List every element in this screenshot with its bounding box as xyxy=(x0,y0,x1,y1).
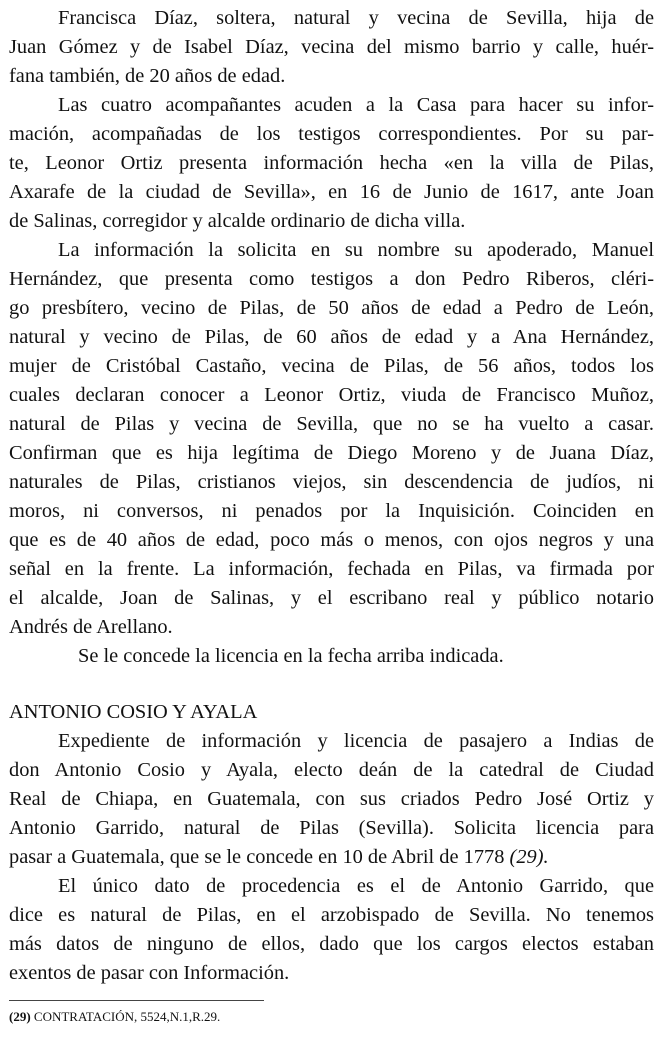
paragraph-5-line-1: El único dato de procedencia es el de Antonio Garrido, que xyxy=(58,875,654,897)
paragraph-3-line-8: Confirman que es hija legítima de Diego Moreno y de Juana Díaz, xyxy=(9,442,654,464)
paragraph-4-line-1: Expediente de información y licencia de pasajero a Indias de xyxy=(58,730,654,752)
paragraph-5-line-2: dice es natural de Pilas, en el arzobispado de Sevilla. No tenemos xyxy=(9,904,654,926)
paragraph-3-line-13: el alcalde, Joan de Salinas, y el escribano real y público notario xyxy=(9,587,654,609)
paragraph-1-line-3: fana también, de 20 años de edad. xyxy=(9,65,286,87)
paragraph-2-line-5: de Salinas, corregidor y alcalde ordinario de dicha villa. xyxy=(9,210,466,232)
paragraph-5-line-4: exentos de pasar con Información. xyxy=(9,962,290,984)
paragraph-3-line-1: La información la solicita en su nombre su apoderado, Manuel xyxy=(58,239,654,261)
section-heading: ANTONIO COSIO Y AYALA xyxy=(9,701,258,723)
footnote-divider xyxy=(9,1000,264,1001)
paragraph-5-line-3: más datos de ninguno de ellos, dado que los cargos electos estaban xyxy=(9,933,654,955)
paragraph-3-line-10: moros, ni conversos, ni penados por la Inquisición. Coinciden en xyxy=(9,500,654,522)
paragraph-1-line-2: Juan Gómez y de Isabel Díaz, vecina del mismo barrio y calle, huér- xyxy=(9,36,654,58)
paragraph-4-line-3: Real de Chiapa, en Guatemala, con sus criados Pedro José Ortiz y xyxy=(9,788,654,810)
paragraph-2-line-4: Axarafe de la ciudad de Sevilla», en 16 de Junio de 1617, ante Joan xyxy=(9,181,654,203)
paragraph-3-line-2: Hernández, que presenta como testigos a don Pedro Riberos, cléri- xyxy=(9,268,654,290)
paragraph-4-line-2: don Antonio Cosio y Ayala, electo deán de la catedral de Ciudad xyxy=(9,759,654,781)
paragraph-2-line-1: Las cuatro acompañantes acuden a la Casa para hacer su infor- xyxy=(58,94,654,116)
paragraph-2-line-3: te, Leonor Ortiz presenta información hecha «en la villa de Pilas, xyxy=(9,152,654,174)
paragraph-3-line-14: Andrés de Arellano. xyxy=(9,616,173,638)
footnote-number: (29) xyxy=(9,1009,31,1024)
paragraph-3-line-5: mujer de Cristóbal Castaño, vecina de Pilas, de 56 años, todos los xyxy=(9,355,654,377)
paragraph-3-line-4: natural y vecino de Pilas, de 60 años de edad y a Ana Hernández, xyxy=(9,326,654,348)
paragraph-3-line-9: naturales de Pilas, cristianos viejos, sin descendencia de judíos, ni xyxy=(9,471,654,493)
footnote xyxy=(9,1008,220,1026)
paragraph-4-line-5 xyxy=(9,843,654,872)
footnote-reference: (29). xyxy=(509,846,549,868)
paragraph-3-line-11: que es de 40 años de edad, poco más o menos, con ojos negros y una xyxy=(9,529,654,551)
paragraph-1-line-1: Francisca Díaz, soltera, natural y vecina de Sevilla, hija de xyxy=(58,7,654,29)
licence-line: Se le concede la licencia en la fecha arriba indicada. xyxy=(78,645,504,667)
footnote-text: CONTRATACIÓN, 5524,N.1,R.29. xyxy=(30,1009,221,1024)
paragraph-3-line-6: cuales declaran conocer a Leonor Ortiz, viuda de Francisco Muñoz, xyxy=(9,384,654,406)
paragraph-3-line-7: natural de Pilas y vecina de Sevilla, que no se ha vuelto a casar. xyxy=(9,413,654,435)
paragraph-2-line-2: mación, acompañadas de los testigos correspondientes. Por su par- xyxy=(9,123,654,145)
paragraph-4-line-5-text: pasar a Guatemala, que se le concede en 10 de Abril de 1778 xyxy=(9,846,505,868)
paragraph-4-line-4: Antonio Garrido, natural de Pilas (Sevilla). Solicita licencia para xyxy=(9,817,654,839)
paragraph-3-line-12: señal en la frente. La información, fechada en Pilas, va firmada por xyxy=(9,558,654,580)
paragraph-3-line-3: go presbítero, vecino de Pilas, de 50 años de edad a Pedro de León, xyxy=(9,297,654,319)
